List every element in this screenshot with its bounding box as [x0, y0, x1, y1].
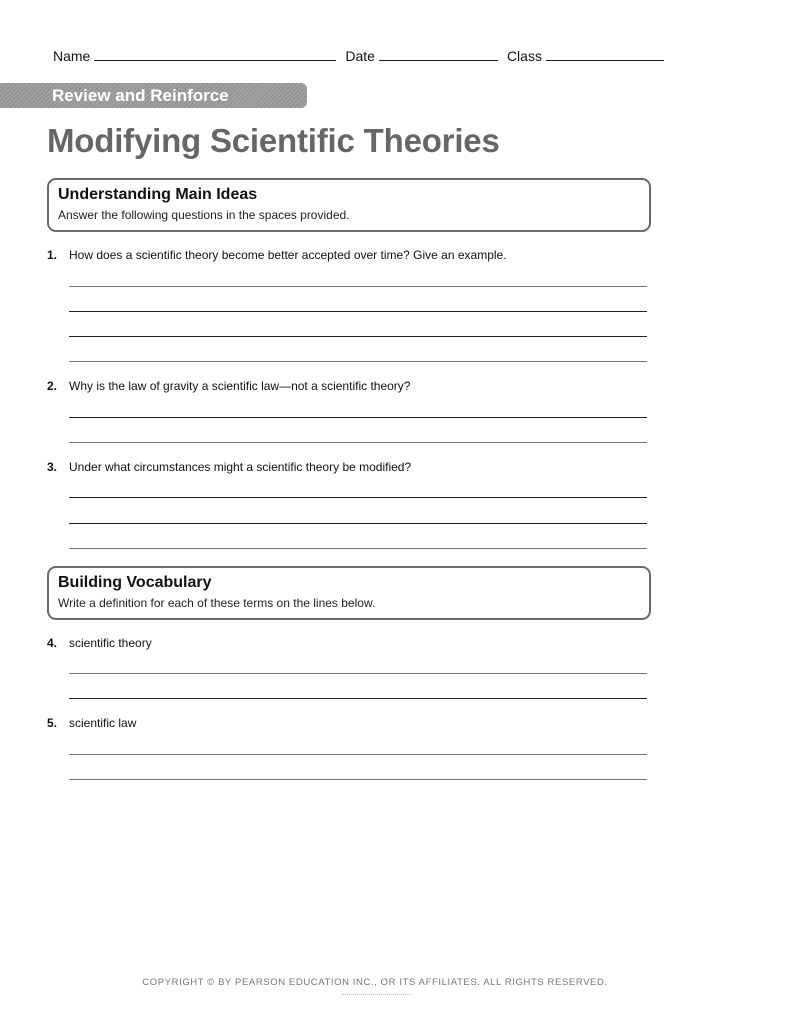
question-number: 5.	[47, 716, 58, 730]
name-label: Name	[53, 48, 91, 64]
section-vocabulary	[47, 566, 651, 620]
answer-line[interactable]	[69, 417, 647, 418]
question-number: 4.	[47, 636, 58, 650]
question-number: 3.	[47, 460, 58, 474]
answer-line[interactable]	[69, 548, 647, 549]
date-field	[345, 46, 498, 64]
question-5	[47, 716, 136, 731]
question-text: Why is the law of gravity a scientific law—not a scientific theory?	[69, 379, 411, 393]
footer-divider	[342, 994, 412, 995]
page-title: Modifying Scientific Theories	[47, 122, 500, 159]
answer-line[interactable]	[69, 754, 647, 755]
answer-line[interactable]	[69, 336, 647, 337]
question-4	[47, 636, 152, 651]
answer-line[interactable]	[69, 523, 647, 524]
header-fields	[53, 46, 673, 64]
section-main-ideas	[47, 178, 651, 232]
review-banner: Review and Reinforce	[0, 83, 307, 108]
question-3	[47, 460, 411, 475]
name-field	[53, 46, 336, 64]
copyright-notice: COPYRIGHT © BY PEARSON EDUCATION INC., OR ITS AFFILIATES. ALL RIGHTS RESERVED.	[142, 977, 608, 988]
date-blank[interactable]	[379, 46, 498, 61]
class-field	[507, 46, 664, 64]
answer-line[interactable]	[69, 698, 647, 699]
answer-line[interactable]	[69, 361, 647, 362]
section-instruction: Write a definition for each of these terms on the lines below.	[58, 596, 376, 610]
question-2	[47, 379, 410, 394]
question-text: How does a scientific theory become better accepted over time? Give an example.	[69, 248, 507, 262]
class-label: Class	[506, 48, 542, 64]
answer-line[interactable]	[69, 442, 647, 443]
answer-line[interactable]	[69, 286, 647, 287]
answer-line[interactable]	[69, 311, 647, 312]
section-instruction: Answer the following questions in the spaces provided.	[58, 208, 350, 222]
question-number: 1.	[47, 248, 58, 262]
date-label: Date	[345, 48, 375, 64]
section-heading: Understanding Main Ideas	[58, 186, 258, 203]
question-text: Under what circumstances might a scientific theory be modified?	[69, 460, 412, 474]
answer-line[interactable]	[69, 779, 647, 780]
answer-line[interactable]	[69, 497, 647, 498]
class-blank[interactable]	[546, 46, 664, 61]
name-blank[interactable]	[94, 46, 336, 61]
question-text: scientific theory	[69, 636, 152, 650]
question-text: scientific law	[69, 716, 137, 730]
section-heading: Building Vocabulary	[58, 574, 212, 591]
question-number: 2.	[47, 379, 58, 393]
question-1	[47, 248, 507, 263]
answer-line[interactable]	[69, 673, 647, 674]
